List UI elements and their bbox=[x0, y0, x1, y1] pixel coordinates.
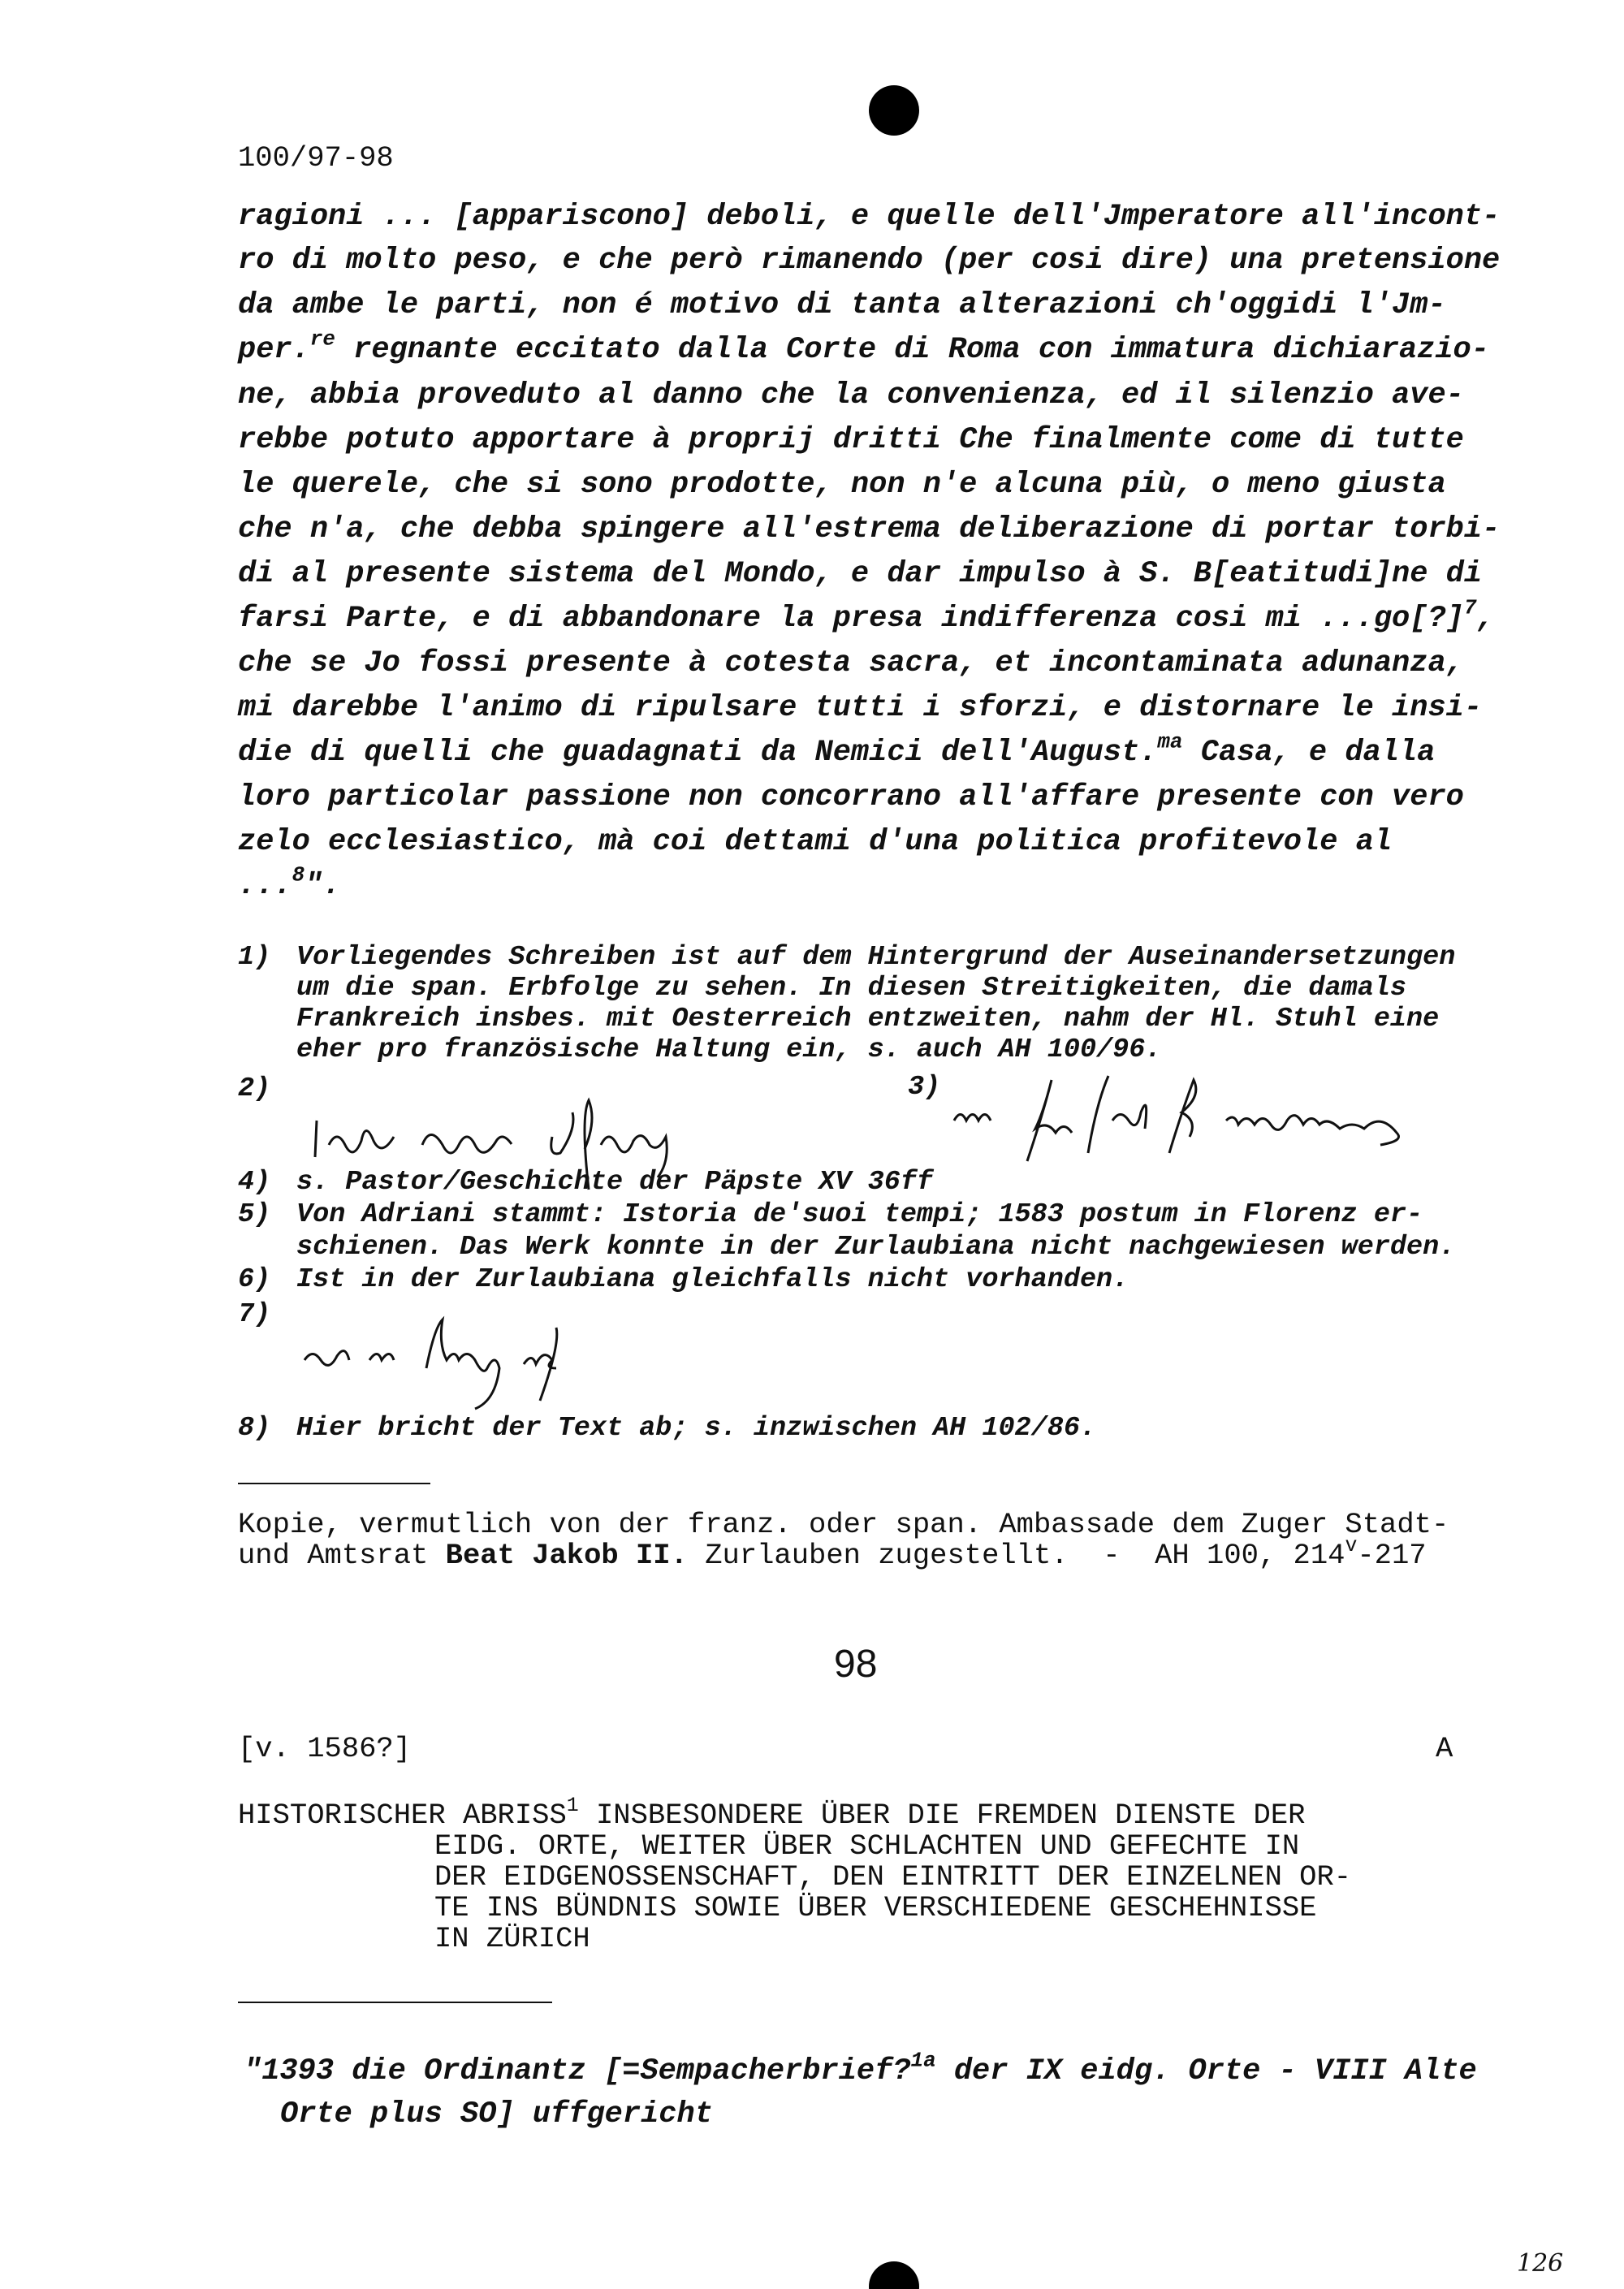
title-line bbox=[238, 1794, 1306, 1832]
text: HISTORISCHER ABRISS bbox=[238, 1799, 567, 1832]
title-line: IN ZÜRICH bbox=[434, 1922, 590, 1955]
text: Zurlauben zugestellt. - AH 100, 214 bbox=[687, 1539, 1345, 1572]
text: regnante eccitato dalla Corte di Roma con immatura dichiarazio- bbox=[353, 333, 1489, 367]
quote-line: Orte plus SO] uffgericht bbox=[280, 2097, 713, 2131]
body-line bbox=[238, 729, 1436, 770]
body-line bbox=[238, 862, 341, 903]
source-line bbox=[238, 1535, 1427, 1572]
divider bbox=[238, 1483, 430, 1484]
superscript: v bbox=[1345, 1535, 1358, 1558]
handwriting-image bbox=[309, 1088, 877, 1177]
footnote-number: 1) bbox=[238, 942, 271, 973]
body-line: da ambe le parti, non é motivo di tanta alterazioni ch'oggidi l'Jm- bbox=[238, 288, 1446, 322]
document-number: 98 bbox=[834, 1643, 878, 1686]
footnote-text: s. Pastor/Geschichte der Päpste XV 36ff bbox=[296, 1167, 934, 1198]
quote-line bbox=[244, 2048, 1477, 2088]
footnote-text: eher pro französische Haltung ein, s. auch AH 100/96. bbox=[296, 1034, 1162, 1065]
document-reference: 100/97-98 bbox=[238, 141, 394, 175]
body-line: che se Jo fossi presente à cotesta sacra, et incontaminata adunanza, bbox=[238, 646, 1464, 680]
footnote-number: 2) bbox=[238, 1073, 271, 1104]
footnote-number: 7) bbox=[238, 1299, 271, 1330]
handwritten-page-number: 126 bbox=[1517, 2249, 1564, 2278]
footnote-ref: 1 bbox=[566, 1794, 579, 1818]
title-line: DER EIDGENOSSENSCHAFT, DEN EINTRITT DER EINZELNEN OR- bbox=[434, 1860, 1352, 1894]
footnote-number: 5) bbox=[238, 1199, 271, 1230]
body-line: zelo ecclesiastico, mà coi dettami d'una politica profitevole al bbox=[238, 825, 1393, 859]
footnote-ref: 8 bbox=[292, 862, 305, 888]
body-line: ne, abbia proveduto al danno che la convenienza, ed il silenzio ave- bbox=[238, 378, 1464, 412]
title-line: TE INS BÜNDNIS SOWIE ÜBER VERSCHIEDENE GESCHEHNISSE bbox=[434, 1891, 1317, 1924]
body-line: di al presente sistema del Mondo, e dar impulso à S. B[eatitudi]ne di bbox=[238, 557, 1483, 591]
text: und Amtsrat bbox=[238, 1539, 446, 1572]
footnote-ref: 7 bbox=[1463, 595, 1477, 620]
body-line: ro di molto peso, e che però rimanendo (per cosi dire) una pretensione bbox=[238, 244, 1501, 278]
footnote-number: 6) bbox=[238, 1264, 271, 1295]
body-line: loro particolar passione non concorrano all'affare presente con vero bbox=[238, 780, 1464, 814]
footnote-text: Ist in der Zurlaubiana gleichfalls nicht vorhanden. bbox=[296, 1264, 1129, 1295]
body-line: ragioni ... [appariscono] deboli, e quelle dell'Jmperatore all'incont- bbox=[238, 200, 1501, 234]
footnote-number: 3) bbox=[908, 1072, 941, 1103]
footnote-ref: 1a bbox=[910, 2048, 936, 2073]
divider bbox=[238, 2002, 552, 2003]
text: per. bbox=[238, 333, 310, 367]
recipient-name: Beat Jakob II. bbox=[445, 1539, 688, 1572]
text: ". bbox=[304, 869, 341, 903]
source-line: Kopie, vermutlich von der franz. oder span. Ambassade dem Zuger Stadt- bbox=[238, 1508, 1449, 1541]
title-line: EIDG. ORTE, WEITER ÜBER SCHLACHTEN UND GEFECHTE IN bbox=[434, 1829, 1300, 1863]
body-line bbox=[238, 595, 1495, 636]
text: der IX eidg. Orte - VIII Alte bbox=[935, 2054, 1477, 2088]
footnote-text: Frankreich insbes. mit Oesterreich entzweiten, nahm der Hl. Stuhl eine bbox=[296, 1004, 1440, 1034]
text: Casa, e dalla bbox=[1200, 736, 1436, 770]
superscript: ma bbox=[1157, 729, 1183, 754]
document-language: A bbox=[1436, 1732, 1453, 1765]
footnote-text: Vorliegendes Schreiben ist auf dem Hintergrund der Auseinandersetzungen bbox=[296, 942, 1456, 973]
text: "1393 die Ordinantz [=Sempacherbrief? bbox=[244, 2054, 911, 2088]
footnote-text: Von Adriani stammt: Istoria de'suoi tempi; 1583 postum in Florenz er- bbox=[296, 1199, 1423, 1230]
punch-hole-bottom bbox=[869, 2261, 919, 2289]
body-line bbox=[238, 326, 1489, 367]
body-line: mi darebbe l'animo di ripulsare tutti i sforzi, e distornare le insi- bbox=[238, 691, 1483, 725]
text: farsi Parte, e di abbandonare la presa indifferenza cosi mi ...go[?] bbox=[238, 602, 1464, 636]
punch-hole-top bbox=[869, 85, 919, 136]
handwriting-image bbox=[296, 1311, 751, 1409]
superscript: re bbox=[309, 326, 335, 352]
footnote-number: 4) bbox=[238, 1167, 271, 1198]
footnote-text: Hier bricht der Text ab; s. inzwischen AH 102/86. bbox=[296, 1413, 1097, 1444]
handwriting-image bbox=[950, 1072, 1510, 1169]
document-date: [v. 1586?] bbox=[238, 1732, 412, 1765]
body-line: rebbe potuto apportare à proprij dritti Che finalmente come di tutte bbox=[238, 423, 1464, 457]
text: ... bbox=[238, 869, 292, 903]
text: die di quelli che guadagnati da Nemici dell'August. bbox=[238, 736, 1158, 770]
footnote-text: um die span. Erbfolge zu sehen. In diesen Streitigkeiten, die damals bbox=[296, 973, 1407, 1004]
text: INSBESONDERE ÜBER DIE FREMDEN DIENSTE DER bbox=[578, 1799, 1306, 1832]
body-line: le querele, che si sono prodotte, non n'e alcuna più, o meno giusta bbox=[238, 468, 1446, 502]
footnote-number: 8) bbox=[238, 1413, 271, 1444]
body-line: che n'a, che debba spingere all'estrema deliberazione di portar torbi- bbox=[238, 512, 1501, 546]
text: -217 bbox=[1357, 1539, 1427, 1572]
text: , bbox=[1476, 602, 1495, 636]
footnote-text: schienen. Das Werk konnte in der Zurlaubiana nicht nachgewiesen werden. bbox=[296, 1232, 1456, 1263]
